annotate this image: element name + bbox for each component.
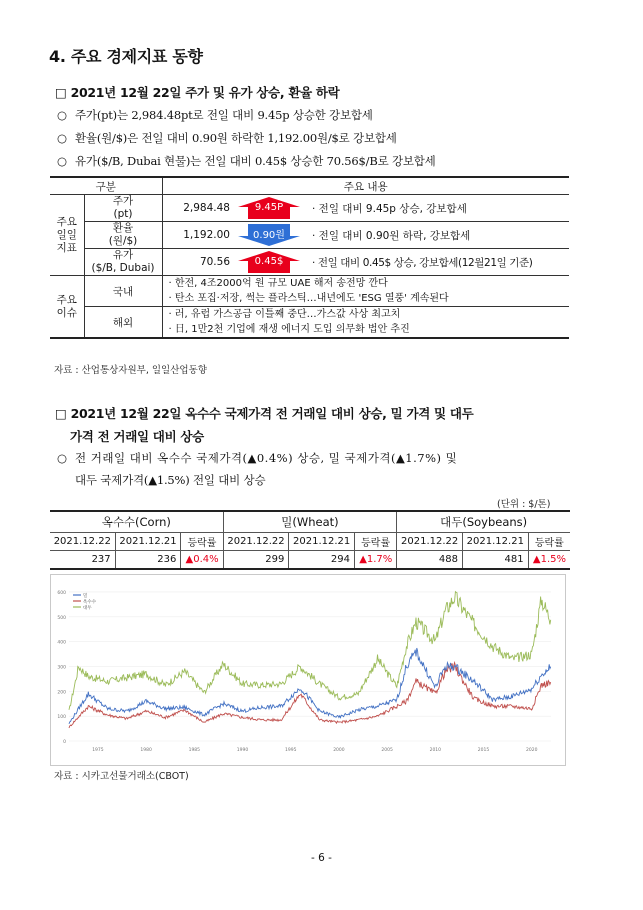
up-arrow-icon (238, 197, 300, 219)
chart-canvas (51, 575, 565, 765)
chart-source: 자료 : 시카고선물거래소(CBOT) (54, 771, 189, 782)
x-tick-label: 2010 (429, 748, 442, 753)
corn-today: 237 (50, 551, 115, 570)
section-title: 4. 주요 경제지표 동향 (49, 47, 203, 66)
subsection-2-heading (55, 404, 473, 422)
series-line-corn (69, 663, 551, 728)
change-exchange (234, 222, 304, 249)
x-tick-label: 1985 (188, 748, 201, 753)
change-label: 9.45P (254, 202, 284, 213)
subheader-date: 2021.12.21 (462, 533, 528, 551)
bullet-text: 전 거래일 대비 옥수수 국제가격(▲0.4%) 상승, 밀 국제가격(▲1.7%) 및 (75, 451, 458, 465)
y-tick-label: 600 (57, 590, 66, 596)
grain-price-chart (50, 574, 566, 766)
subsection-2-title-line2: 가격 전 거래일 대비 상승 (70, 429, 204, 444)
change-label: 0.45$ (254, 256, 284, 267)
change-stock (234, 195, 304, 222)
bullet-exchange (57, 130, 397, 146)
circle-bullet: ○ (57, 108, 67, 122)
group-daily-indicators: 주요 일일 지표 (50, 195, 84, 276)
subheader-date: 2021.12.22 (397, 533, 463, 551)
row-value-stock: 2,984.48 (162, 195, 234, 222)
corn-rate: ▲0.4% (181, 551, 223, 570)
change-oil (234, 249, 304, 276)
row-desc-oil: · 전일 대비 0.45$ 상승, 강보합세(12월21일 기준) (304, 249, 569, 276)
legend-label: 밀 (83, 593, 88, 599)
issue-line: · 日, 1만2천 기업에 재생 에너지 도입 의무화 법안 추진 (168, 324, 410, 335)
commodity-soybeans: 대두(Soybeans) (397, 511, 570, 533)
x-tick-label: 2005 (381, 748, 393, 753)
y-tick-label: 100 (57, 715, 66, 721)
issue-line: · 탄소 포집·저장, 썩는 플라스틱…내년에도 'ESG 열풍' 계속된다 (168, 293, 449, 304)
subsection-1-heading (55, 83, 339, 101)
header-content: 주요 내용 (162, 177, 569, 195)
issue-domestic (162, 276, 569, 307)
wheat-rate: ▲1.7% (354, 551, 396, 570)
bullet-text: 환율(원/$)은 전일 대비 0.90원 하락한 1,192.00원/$로 강보합세 (75, 131, 397, 145)
issue-line: · 러, 유럽 가스공급 이틀째 중단…가스값 사상 최고치 (168, 309, 401, 320)
row-label-oil: 유가 ($/B, Dubai) (84, 249, 162, 276)
row-value-oil: 70.56 (162, 249, 234, 276)
corn-prev: 236 (115, 551, 181, 570)
soybeans-prev: 481 (462, 551, 528, 570)
x-tick-label: 1995 (284, 748, 297, 753)
commodity-wheat: 밀(Wheat) (223, 511, 397, 533)
box-bullet: □ (55, 406, 67, 421)
header-category: 구분 (50, 177, 162, 195)
subheader-date: 2021.12.21 (115, 533, 181, 551)
row-label-stock: 주가 (pt) (84, 195, 162, 222)
y-tick-label: 400 (57, 640, 66, 646)
row-desc-stock: · 전일 대비 9.45p 상승, 강보합세 (304, 195, 569, 222)
bullet-text: 유가($/B, Dubai 현물)는 전일 대비 0.45$ 상승한 70.56$/B로 강보합세 (75, 154, 436, 168)
subsection-1-title: 2021년 12월 22일 주가 및 유가 상승, 환율 하락 (70, 85, 340, 100)
row-value-exchange: 1,192.00 (162, 222, 234, 249)
x-tick-label: 1975 (92, 748, 104, 753)
subheader-date: 2021.12.22 (50, 533, 115, 551)
subheader-rate: 등락률 (354, 533, 396, 551)
series-line-wheat (69, 648, 551, 724)
legend-label: 옥수수 (83, 599, 97, 605)
wheat-prev: 294 (289, 551, 355, 570)
issue-line: · 한전, 4조2000억 원 규모 UAE 해저 송전망 깐다 (168, 278, 388, 289)
table1-source: 자료 : 산업통상자원부, 일일산업동향 (54, 365, 207, 376)
issue-label-overseas: 해외 (84, 307, 162, 339)
soybeans-rate: ▲1.5% (528, 551, 570, 570)
bullet-grain-line2: 대두 국제가격(▲1.5%) 전일 대비 상승 (75, 473, 266, 487)
legend-label: 대두 (83, 605, 92, 611)
economic-indicator-table (50, 176, 569, 339)
change-label: 0.90원 (253, 230, 285, 241)
soybeans-today: 488 (397, 551, 463, 570)
subsection-2-title-line1: 2021년 12월 22일 옥수수 국제가격 전 거래일 대비 상승, 밀 가격 및 대두 (70, 406, 474, 421)
subheader-rate: 등락률 (528, 533, 570, 551)
box-bullet: □ (55, 85, 67, 100)
bullet-stock (57, 107, 373, 123)
bullet-oil (57, 153, 436, 169)
circle-bullet: ○ (57, 131, 67, 145)
x-tick-label: 1980 (140, 748, 152, 753)
row-desc-exchange: · 전일 대비 0.90원 하락, 강보합세 (304, 222, 569, 249)
bullet-grain (57, 450, 457, 466)
page-number: - 6 - (311, 852, 332, 864)
subheader-date: 2021.12.22 (223, 533, 289, 551)
x-tick-label: 2000 (333, 748, 345, 753)
y-tick-label: 300 (57, 665, 66, 671)
issue-overseas (162, 307, 569, 339)
circle-bullet: ○ (57, 451, 67, 465)
y-tick-label: 500 (57, 615, 66, 621)
bullet-text: 주가(pt)는 2,984.48pt로 전일 대비 9.45p 상승한 강보합세 (75, 108, 373, 122)
y-tick-label: 200 (57, 690, 66, 696)
wheat-today: 299 (223, 551, 289, 570)
series-line-soybeans (69, 592, 551, 710)
unit-label: (단위 : $/톤) (497, 499, 551, 510)
grain-price-table (50, 510, 570, 570)
subheader-rate: 등락률 (181, 533, 223, 551)
commodity-corn: 옥수수(Corn) (50, 511, 223, 533)
up-arrow-icon (238, 251, 300, 273)
issue-label-domestic: 국내 (84, 276, 162, 307)
group-major-issues: 주요 이슈 (50, 276, 84, 339)
y-tick-label: 0 (63, 740, 66, 745)
subheader-date: 2021.12.21 (289, 533, 355, 551)
x-tick-label: 1990 (236, 748, 249, 753)
circle-bullet: ○ (57, 154, 67, 168)
down-arrow-icon (238, 224, 300, 246)
row-label-exchange: 환율 (원/$) (84, 222, 162, 249)
x-tick-label: 2015 (477, 748, 490, 753)
x-tick-label: 2020 (525, 748, 538, 753)
